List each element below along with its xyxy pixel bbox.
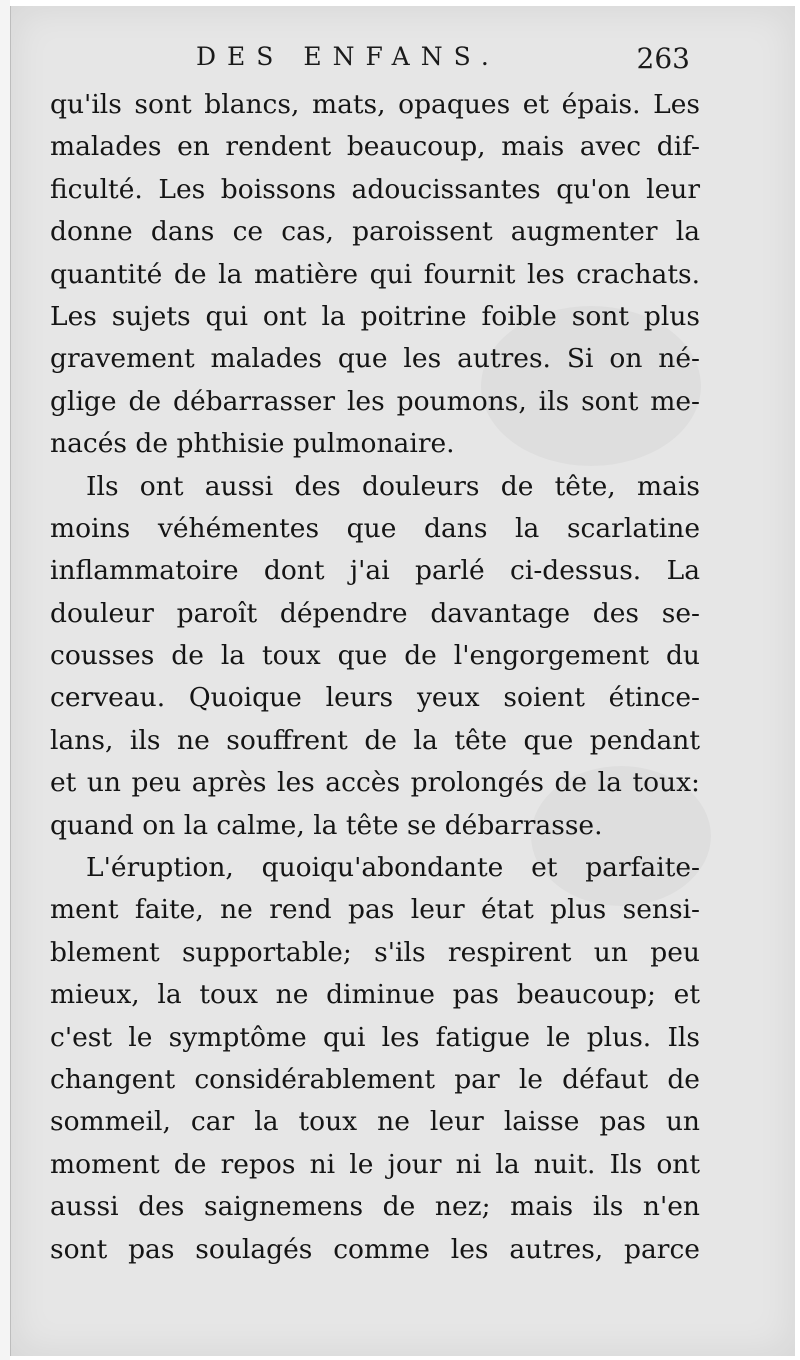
text-line: inflammatoire dont j'ai parlé ci-dessus. La bbox=[50, 555, 700, 587]
text-line: mieux, la toux ne diminue pas beaucoup; et bbox=[50, 979, 700, 1011]
page-gutter bbox=[0, 0, 10, 1360]
text-line: lans, ils ne souffrent de la tête que pendant bbox=[50, 724, 700, 756]
text-line: donne dans ce cas, paroissent augmenter la bbox=[50, 216, 700, 248]
text-line: cousses de la toux que de l'engorgement du bbox=[50, 640, 700, 672]
text-line: L'éruption, quoiqu'abondante et parfaite- bbox=[86, 852, 700, 884]
page-header bbox=[0, 38, 800, 78]
text-line: blement supportable; s'ils respirent un peu bbox=[50, 936, 700, 968]
text-line: aussi des saignemens de nez; mais ils n'en bbox=[50, 1191, 700, 1223]
text-line: et un peu après les accès prolongés de la toux: bbox=[50, 767, 700, 799]
text-line: Les sujets qui ont la poitrine foible sont plus bbox=[50, 300, 700, 332]
text-line: moins véhémentes que dans la scarlatine bbox=[50, 512, 700, 544]
text-line: nacés de phthisie pulmonaire. bbox=[50, 428, 455, 460]
text-line: ficulté. Les boissons adoucissantes qu'on leur bbox=[50, 173, 700, 205]
text-line: quantité de la matière qui fournit les crachats. bbox=[50, 258, 700, 290]
text-line: changent considérablement par le défaut de bbox=[50, 1063, 700, 1095]
page-number: 263 bbox=[636, 42, 690, 75]
text-line: quand on la calme, la tête se débarrasse. bbox=[50, 809, 603, 841]
text-line: gravement malades que les autres. Si on né- bbox=[50, 343, 700, 375]
text-line: glige de débarrasser les poumons, ils sont me- bbox=[50, 385, 700, 417]
text-line: sommeil, car la toux ne leur laisse pas un bbox=[50, 1106, 700, 1138]
text-line: ment faite, ne rend pas leur état plus sensi- bbox=[50, 894, 700, 926]
text-line: douleur paroît dépendre davantage des se- bbox=[50, 597, 700, 629]
text-line: cerveau. Quoique leurs yeux soient étince- bbox=[50, 682, 700, 714]
text-line: Ils ont aussi des douleurs de tête, mais bbox=[86, 470, 700, 502]
text-line: qu'ils sont blancs, mats, opaques et épais. Les bbox=[50, 89, 700, 120]
text-line: moment de repos ni le jour ni la nuit. Ils ont bbox=[50, 1148, 700, 1180]
text-line: c'est le symptôme qui les fatigue le plus. Ils bbox=[50, 1021, 700, 1053]
text-line: sont pas soulagés comme les autres, parce bbox=[50, 1233, 700, 1265]
text-line: malades en rendent beaucoup, mais avec dif- bbox=[50, 131, 700, 163]
body-text bbox=[50, 84, 700, 1271]
running-title: DES ENFANS. bbox=[196, 42, 500, 71]
